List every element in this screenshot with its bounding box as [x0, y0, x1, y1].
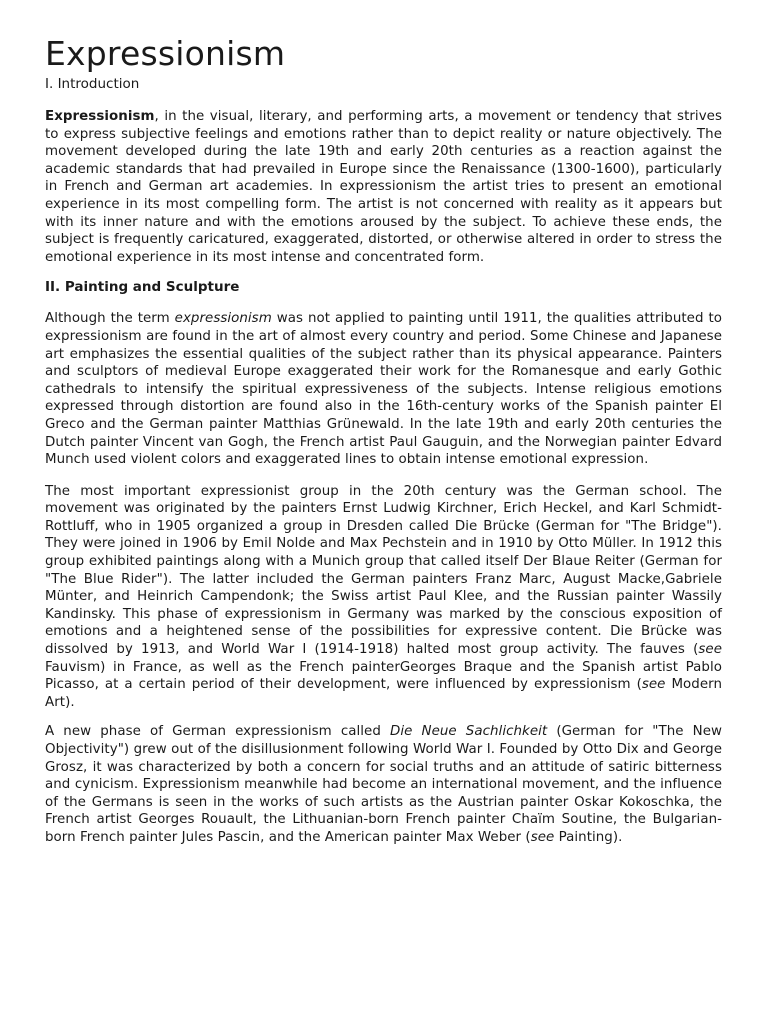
- intro-paragraph: [45, 108, 722, 266]
- para2-after: was not applied to painting until 1911, the qualities attributed to expressionism are found in the art of almost every country and period. Some Chinese and Japanese art emphasizes the essential qualities of the subject rather than its physical appearance. Painters and sculptors of medieval Europe exaggerated their work for the Romanesque and early Gothic cathedrals to intensify the spiritual expressiveness of the subjects. Intense religious emotions expressed through distortion are found also in the 16th-century works of the Spanish painter El Greco and the German painter Matthias Grünewald. In the late 19th and early 20th centuries the Dutch painter Vincent van Gogh, the French artist Paul Gauguin, and the Norwegian painter Edvard Munch used violent colors and exaggerated lines to obtain intense emotional expression.: [45, 311, 722, 468]
- page-title: Expressionism: [45, 34, 286, 73]
- paragraph-new-objectivity: [45, 723, 722, 846]
- para2-before: Although the term: [45, 311, 175, 327]
- para3-see-2: see: [641, 677, 666, 693]
- para4-before: A new phase of German expressionism called: [45, 724, 390, 740]
- para4-after: (German for "The New Objectivity") grew out of the disillusionment following World War I. Founded by Otto Dix and George Grosz, it was characterized by both a concern for social truths and an attitude of satiric bitterness and cynicism. Expressionism meanwhile had become an international movement, and the influence of the Germans is seen in the works of such artists as the Austrian painter Oskar Kokoschka, the French artist Georges Rouault, the Lithuanian-born French painter Chaïm Soutine, the Bulgarian-born French painter Jules Pascin, and the American painter Max Weber (: [45, 724, 723, 845]
- bold-term: Expressionism: [45, 109, 155, 124]
- para4-italic-term: Die Neue Sachlichkeit: [390, 724, 548, 740]
- section-heading-painting: II. Painting and Sculpture: [45, 279, 240, 296]
- para4-see: see: [530, 829, 555, 845]
- document-page: [45, 34, 722, 847]
- para3-text: The most important expressionist group in the 20th century was the German school. The movement was originated by the painters Ernst Ludwig Kirchner, Erich Heckel, and Karl Schmidt-Rottluff, who in 1905 organized a group in Dresden called Die Brücke (German for "The Bridge"). They were joined in 1906 by Emil Nolde and Max Pechstein and in 1910 by Otto Müller. In 1912 this group exhibited paintings along with a Munich group that called itself Der Blaue Reiter (German for "The Blue Rider"). The latter included the German painters Franz Marc, August Macke,Gabriele Münter, and Heinrich Campendonk; the Swiss artist Paul Klee, and the Russian painter Wassily Kandinsky. This phase of expressionism in Germany was marked by the conscious exposition of emotions and a heightened sense of the possibilities for expressive content. Die Brücke was dissolved by 1913, and World War I (1914-1918) halted most group activity. The fauves (: [45, 483, 722, 658]
- paragraph-painting-history: [45, 310, 722, 468]
- section-heading-introduction: I. Introduction: [45, 76, 140, 92]
- para3-ref-2: Modern Art).: [45, 677, 722, 710]
- para3-ref-1: Fauvism) in France, as well as the French painterGeorges Braque and the Spanish artist Pablo Picasso, at a certain period of their development, were influenced by expressionism (: [45, 659, 722, 693]
- intro-text: , in the visual, literary, and performing arts, a movement or tendency that strives to express subjective feelings and emotions rather than to depict reality or nature objectively. The movement developed during the late 19th and early 20th centuries as a reaction against the academic standards that had prevailed in Europe since the Renaissance (1300-1600), particularly in French and German art academies. In expressionism the artist tries to present an emotional experience in its most compelling form. The artist is not concerned with reality as it appears but with its inner nature and with the emotions aroused by the subject. To achieve these ends, the subject is frequently caricatured, exaggerated, distorted, or otherwise altered in order to stress the emotional experience in its most intense and concentrated form.: [45, 109, 722, 265]
- para4-end: Painting).: [554, 829, 623, 845]
- para3-see-1: see: [698, 642, 722, 658]
- paragraph-german-school: [45, 483, 722, 712]
- para2-italic-term: expressionism: [174, 311, 272, 327]
